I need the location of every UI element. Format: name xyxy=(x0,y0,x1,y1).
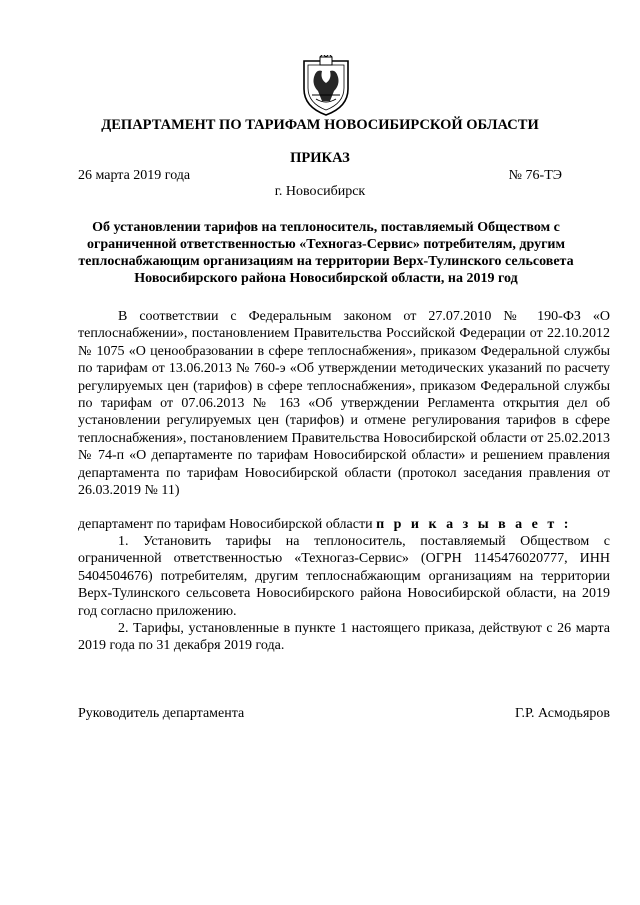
coat-of-arms-emblem-icon xyxy=(300,55,352,117)
order-lead-text: департамент по тарифам Новосибирской области xyxy=(78,517,373,532)
order-title: ПРИКАЗ xyxy=(290,150,350,166)
item-1-paragraph xyxy=(78,533,610,620)
item-2-text: 2. Тарифы, установленные в пункте 1 настоящего приказа, действуют с 26 марта 2019 года по 31 декабря 2019 года. xyxy=(78,621,610,654)
signature-role: Руководитель департамента xyxy=(78,706,245,721)
order-number: № 76-ТЭ xyxy=(508,168,562,183)
preamble-paragraph xyxy=(78,308,610,499)
item-1-text: 1. Установить тарифы на теплоноситель, поставляемый Обществом с ограниченной ответственностью «Техногаз-Сервис» (ОГРН 1145476020777, ИНН 5404504676) потребителям, другим теплоснабжающим организациям на территории Верх-Тулинского сельсовета Новосибирского района Новосибирской области, на 2019 год согласно приложению. xyxy=(78,534,610,619)
item-2-paragraph xyxy=(78,620,610,655)
order-date: 26 марта 2019 года xyxy=(78,168,191,183)
department-title: ДЕПАРТАМЕНТ ПО ТАРИФАМ НОВОСИБИРСКОЙ ОБЛАСТИ xyxy=(101,117,539,133)
order-clause xyxy=(78,516,610,533)
order-subject: Об установлении тарифов на теплоноситель, поставляемый Обществом с ограниченной ответственностью «Техногаз-Сервис» потребителям, другим теплоснабжающим организациям на территории Верх-Тулинского сельсовета Новосибирского района Новосибирской области, на 2019 год xyxy=(78,220,574,286)
order-clause-line xyxy=(78,516,610,533)
signature-name: Г.Р. Асмодьяров xyxy=(514,706,610,721)
order-city: г. Новосибирск xyxy=(274,184,366,199)
preamble-text: В соответствии с Федеральным законом от 27.07.2010 № 190-ФЗ «О теплоснабжении», постановлением Правительства Российской Федерации от 22.10.2012 № 1075 «О ценообразовании в сфере теплоснабжения», приказом Федеральной службы по тарифам от 13.06.2013 № 760-э «Об утверждении методических указаний по расчету регулируемых цен (тарифов) в сфере теплоснабжения», приказом Федеральной службы по тарифам от 07.06.2013 № 163 «Об утверждении Регламента открытия дел об установлении регулируемых цен (тарифов) и отмене регулирования тарифов в сфере теплоснабжения», постановлением Правительства Новосибирской области от 25.02.2013 № 74-п «О департаменте по тарифам Новосибирской области» и решением правления департамента по тарифам Новосибирской области (протокол заседания правления от 26.03.2019 № 11) xyxy=(78,309,610,499)
order-word: п р и к а з ы в а е т : xyxy=(376,517,572,532)
